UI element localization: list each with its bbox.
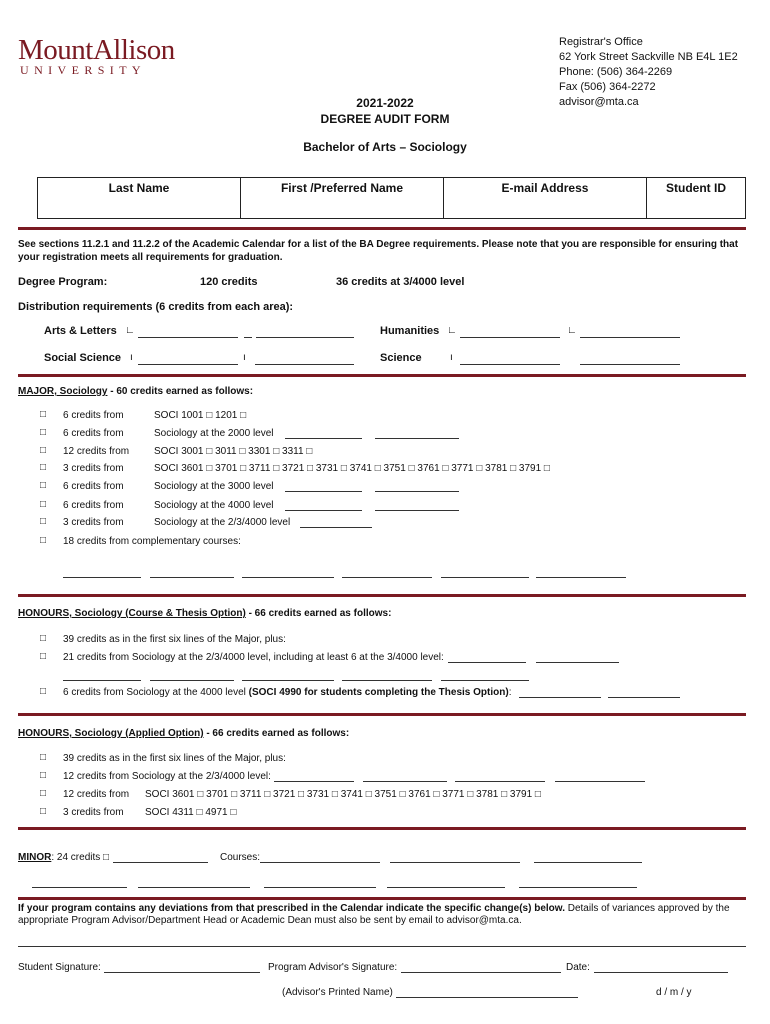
- arts-letters-label: Arts & Letters: [44, 325, 117, 337]
- honours-thesis-row-1-text: 39 credits as in the first six lines of the Major, plus:: [63, 634, 286, 645]
- advisor-signature-line[interactable]: [401, 972, 561, 973]
- major-row-3-credits: 12 credits from: [63, 446, 130, 457]
- honours-applied-row-2-line-4[interactable]: [555, 781, 645, 782]
- major-row-6-line-1[interactable]: [285, 510, 362, 511]
- student-signature-label: Student Signature:: [18, 962, 101, 973]
- first-name-field[interactable]: First /Preferred Name: [241, 178, 444, 219]
- honours-applied-row-3-checkbox[interactable]: □: [40, 788, 47, 799]
- section-divider: [18, 897, 746, 900]
- arts-letters-dash: [244, 337, 252, 338]
- complementary-line-4[interactable]: [342, 577, 432, 578]
- humanities-label: Humanities: [380, 325, 440, 337]
- minor-course-line-5[interactable]: [138, 887, 250, 888]
- program-title: Bachelor of Arts – Sociology: [303, 140, 467, 154]
- student-id-field[interactable]: Student ID: [647, 178, 746, 219]
- degree-credits: 120 credits: [200, 276, 258, 288]
- major-row-2-line-2[interactable]: [375, 438, 459, 439]
- calendar-note: See sections 11.2.1 and 11.2.2 of the Academic Calendar for a list of the BA Degree requirements. Please note that you are responsible for ensuring that your registration meets all requirements for graduation.: [18, 239, 739, 263]
- form-title: DEGREE AUDIT FORM: [320, 112, 450, 126]
- arts-letters-line-2[interactable]: [256, 337, 354, 338]
- email-field[interactable]: E-mail Address: [444, 178, 647, 219]
- minor-course-line-1[interactable]: [260, 862, 380, 863]
- complementary-line-6[interactable]: [536, 577, 626, 578]
- minor-heading: [18, 852, 109, 863]
- complementary-line-3[interactable]: [242, 577, 334, 578]
- honours-applied-row-2-line-2[interactable]: [363, 781, 447, 782]
- honours-applied-title-rest: - 66 credits earned as follows:: [203, 728, 350, 739]
- honours-thesis-extra-line-5[interactable]: [441, 680, 529, 681]
- date-label: Date:: [566, 962, 590, 973]
- honours-thesis-extra-line-2[interactable]: [150, 680, 234, 681]
- section-divider: [18, 713, 746, 716]
- honours-thesis-row-2-checkbox[interactable]: □: [40, 651, 47, 662]
- major-row-5-checkbox[interactable]: □: [40, 480, 47, 491]
- university-logo: MountAllison: [18, 34, 175, 66]
- minor-title-rest: : 24 credits □: [51, 852, 110, 863]
- honours-thesis-row-3-line-1[interactable]: [519, 697, 601, 698]
- bracket-mark: ı: [130, 352, 133, 363]
- section-divider: [18, 827, 746, 830]
- complementary-line-2[interactable]: [150, 577, 234, 578]
- minor-course-line-3[interactable]: [534, 862, 642, 863]
- student-info-table: [37, 177, 746, 219]
- student-signature-line[interactable]: [104, 972, 260, 973]
- major-row-4-checkbox[interactable]: □: [40, 462, 47, 473]
- address-line: advisor@mta.ca: [559, 96, 639, 108]
- honours-applied-title: HONOURS, Sociology (Applied Option): [18, 728, 204, 739]
- major-row-6-credits: 6 credits from: [63, 500, 124, 511]
- social-science-label: Social Science: [44, 352, 122, 364]
- honours-applied-row-2-line-3[interactable]: [455, 781, 545, 782]
- honours-applied-row-2-checkbox[interactable]: □: [40, 770, 47, 781]
- section-divider: [18, 374, 746, 377]
- honours-thesis-title-rest: - 66 credits earned as follows:: [245, 608, 392, 619]
- science-line-2[interactable]: [580, 364, 680, 365]
- honours-thesis-heading: [18, 608, 391, 619]
- honours-thesis-row-3-part-a: 6 credits from Sociology at the 4000 level: [63, 687, 249, 698]
- minor-title: MINOR: [18, 852, 52, 863]
- university-logo-subtitle: UNIVERSITY: [20, 63, 146, 77]
- major-row-8-checkbox[interactable]: □: [40, 535, 47, 546]
- honours-thesis-extra-line-1[interactable]: [63, 680, 141, 681]
- major-row-7-detail: Sociology at the 2/3/4000 level: [154, 517, 291, 528]
- date-line[interactable]: [594, 972, 728, 973]
- major-row-2-line-1[interactable]: [285, 438, 362, 439]
- date-format-hint: d / m / y: [656, 987, 692, 998]
- major-row-7-credits: 3 credits from: [63, 517, 124, 528]
- major-row-6-detail: Sociology at the 4000 level: [154, 500, 274, 511]
- minor-courses-label: Courses:: [220, 852, 261, 863]
- degree-program-label: Degree Program:: [18, 276, 108, 288]
- deviation-note-bold: If your program contains any deviations from that prescribed in the Calendar indicate the specific change(s) below.: [18, 903, 565, 914]
- science-line-1[interactable]: [460, 364, 560, 365]
- honours-applied-row-2-text: 12 credits from Sociology at the 2/3/4000 level:: [63, 771, 271, 782]
- humanities-line-2[interactable]: [580, 337, 680, 338]
- science-label: Science: [380, 352, 422, 364]
- address-line: Registrar's Office: [559, 36, 643, 48]
- major-title-rest: - 60 credits earned as follows:: [107, 386, 254, 397]
- major-row-7-line[interactable]: [300, 527, 372, 528]
- academic-year: 2021-2022: [356, 96, 414, 110]
- major-row-6-checkbox[interactable]: □: [40, 499, 47, 510]
- address-line: Phone: (506) 364-2269: [559, 66, 673, 78]
- complementary-line-5[interactable]: [441, 577, 529, 578]
- last-name-field[interactable]: Last Name: [38, 178, 241, 219]
- major-row-2-credits: 6 credits from: [63, 428, 124, 439]
- honours-thesis-row-3-part-c: :: [508, 687, 512, 698]
- minor-course-line-4[interactable]: [32, 887, 127, 888]
- honours-thesis-title: HONOURS, Sociology (Course & Thesis Option): [18, 608, 246, 619]
- honours-thesis-extra-line-3[interactable]: [242, 680, 334, 681]
- minor-credits-line[interactable]: [113, 862, 208, 863]
- bracket-mark: ∟: [125, 325, 135, 336]
- major-row-1-checkbox[interactable]: □: [40, 409, 47, 420]
- honours-thesis-row-2-text: 21 credits from Sociology at the 2/3/4000 level, including at least 6 at the 3/4000 level:: [63, 652, 444, 663]
- honours-thesis-row-1-checkbox[interactable]: □: [40, 633, 47, 644]
- honours-thesis-row-3-text: [63, 687, 511, 698]
- honours-thesis-row-3-checkbox[interactable]: □: [40, 686, 47, 697]
- social-science-line-2[interactable]: [255, 364, 354, 365]
- major-row-2-checkbox[interactable]: □: [40, 427, 47, 438]
- section-divider: [18, 227, 746, 230]
- honours-applied-row-4-detail: SOCI 4311 □ 4971 □: [145, 807, 237, 818]
- minor-course-line-8[interactable]: [519, 887, 637, 888]
- major-row-3-checkbox[interactable]: □: [40, 445, 47, 456]
- major-row-4-detail: SOCI 3601 □ 3701 □ 3711 □ 3721 □ 3731 □ 3741 □ 3751 □ 3761 □ 3771 □ 3781 □ 3791 □: [154, 463, 550, 474]
- deviation-line[interactable]: [18, 946, 746, 947]
- major-row-5-line-1[interactable]: [285, 491, 362, 492]
- social-science-line-1[interactable]: [138, 364, 238, 365]
- deviation-note: [18, 903, 746, 927]
- advisor-printed-name-line[interactable]: [396, 997, 578, 998]
- bracket-mark: ı: [243, 352, 246, 363]
- major-title: MAJOR, Sociology: [18, 386, 108, 397]
- section-divider: [18, 594, 746, 597]
- minor-course-line-2[interactable]: [390, 862, 520, 863]
- major-row-8-credits: 18 credits from complementary courses:: [63, 536, 241, 547]
- major-row-3-detail: SOCI 3001 □ 3011 □ 3301 □ 3311 □: [154, 446, 313, 457]
- honours-thesis-row-2-line-1[interactable]: [448, 662, 526, 663]
- bracket-mark: ∟: [567, 325, 577, 336]
- major-row-5-line-2[interactable]: [375, 491, 459, 492]
- major-row-1-detail: SOCI 1001 □ 1201 □: [154, 410, 247, 421]
- major-row-1-credits: 6 credits from: [63, 410, 124, 421]
- honours-applied-row-4-checkbox[interactable]: □: [40, 806, 47, 817]
- arts-letters-line-1[interactable]: [138, 337, 238, 338]
- major-row-2-detail: Sociology at the 2000 level: [154, 428, 274, 439]
- major-row-6-line-2[interactable]: [375, 510, 459, 511]
- minor-course-line-7[interactable]: [387, 887, 505, 888]
- major-row-5-detail: Sociology at the 3000 level: [154, 481, 274, 492]
- address-line: Fax (506) 364-2272: [559, 81, 656, 93]
- honours-applied-row-3-detail: SOCI 3601 □ 3701 □ 3711 □ 3721 □ 3731 □ 3741 □ 3751 □ 3761 □ 3771 □ 3781 □ 3791 □: [145, 789, 541, 800]
- honours-applied-row-4-credits: 3 credits from: [63, 807, 124, 818]
- deviation-note-rest: Details of variances approved by the appropriate Program Advisor/Department Head or Academic Dean must also be sent by email to advisor@mta.ca.: [18, 903, 730, 926]
- major-row-4-credits: 3 credits from: [63, 463, 124, 474]
- honours-applied-row-1-checkbox[interactable]: □: [40, 752, 47, 763]
- upper-level-credits: 36 credits at 3/4000 level: [336, 276, 465, 288]
- honours-thesis-row-3-line-2[interactable]: [608, 697, 680, 698]
- major-row-5-credits: 6 credits from: [63, 481, 124, 492]
- honours-applied-heading: [18, 728, 349, 739]
- bracket-mark: ı: [450, 352, 453, 363]
- honours-applied-row-1-text: 39 credits as in the first six lines of the Major, plus:: [63, 753, 286, 764]
- bracket-mark: ∟: [447, 325, 457, 336]
- distribution-title: Distribution requirements (6 credits from each area):: [18, 301, 294, 313]
- honours-thesis-row-3-part-b: (SOCI 4990 for students completing the Thesis Option): [248, 687, 509, 698]
- major-heading: [18, 386, 253, 397]
- honours-thesis-extra-line-4[interactable]: [342, 680, 432, 681]
- honours-applied-row-2-line-1[interactable]: [274, 781, 354, 782]
- major-row-7-checkbox[interactable]: □: [40, 516, 47, 527]
- humanities-line-1[interactable]: [460, 337, 560, 338]
- minor-course-line-6[interactable]: [264, 887, 376, 888]
- advisor-signature-label: Program Advisor's Signature:: [268, 962, 398, 973]
- honours-applied-row-3-credits: 12 credits from: [63, 789, 130, 800]
- honours-thesis-row-2-line-2[interactable]: [536, 662, 619, 663]
- advisor-printed-name-label: (Advisor's Printed Name): [282, 987, 393, 998]
- address-line: 62 York Street Sackville NB E4L 1E2: [559, 51, 738, 63]
- complementary-line-1[interactable]: [63, 577, 141, 578]
